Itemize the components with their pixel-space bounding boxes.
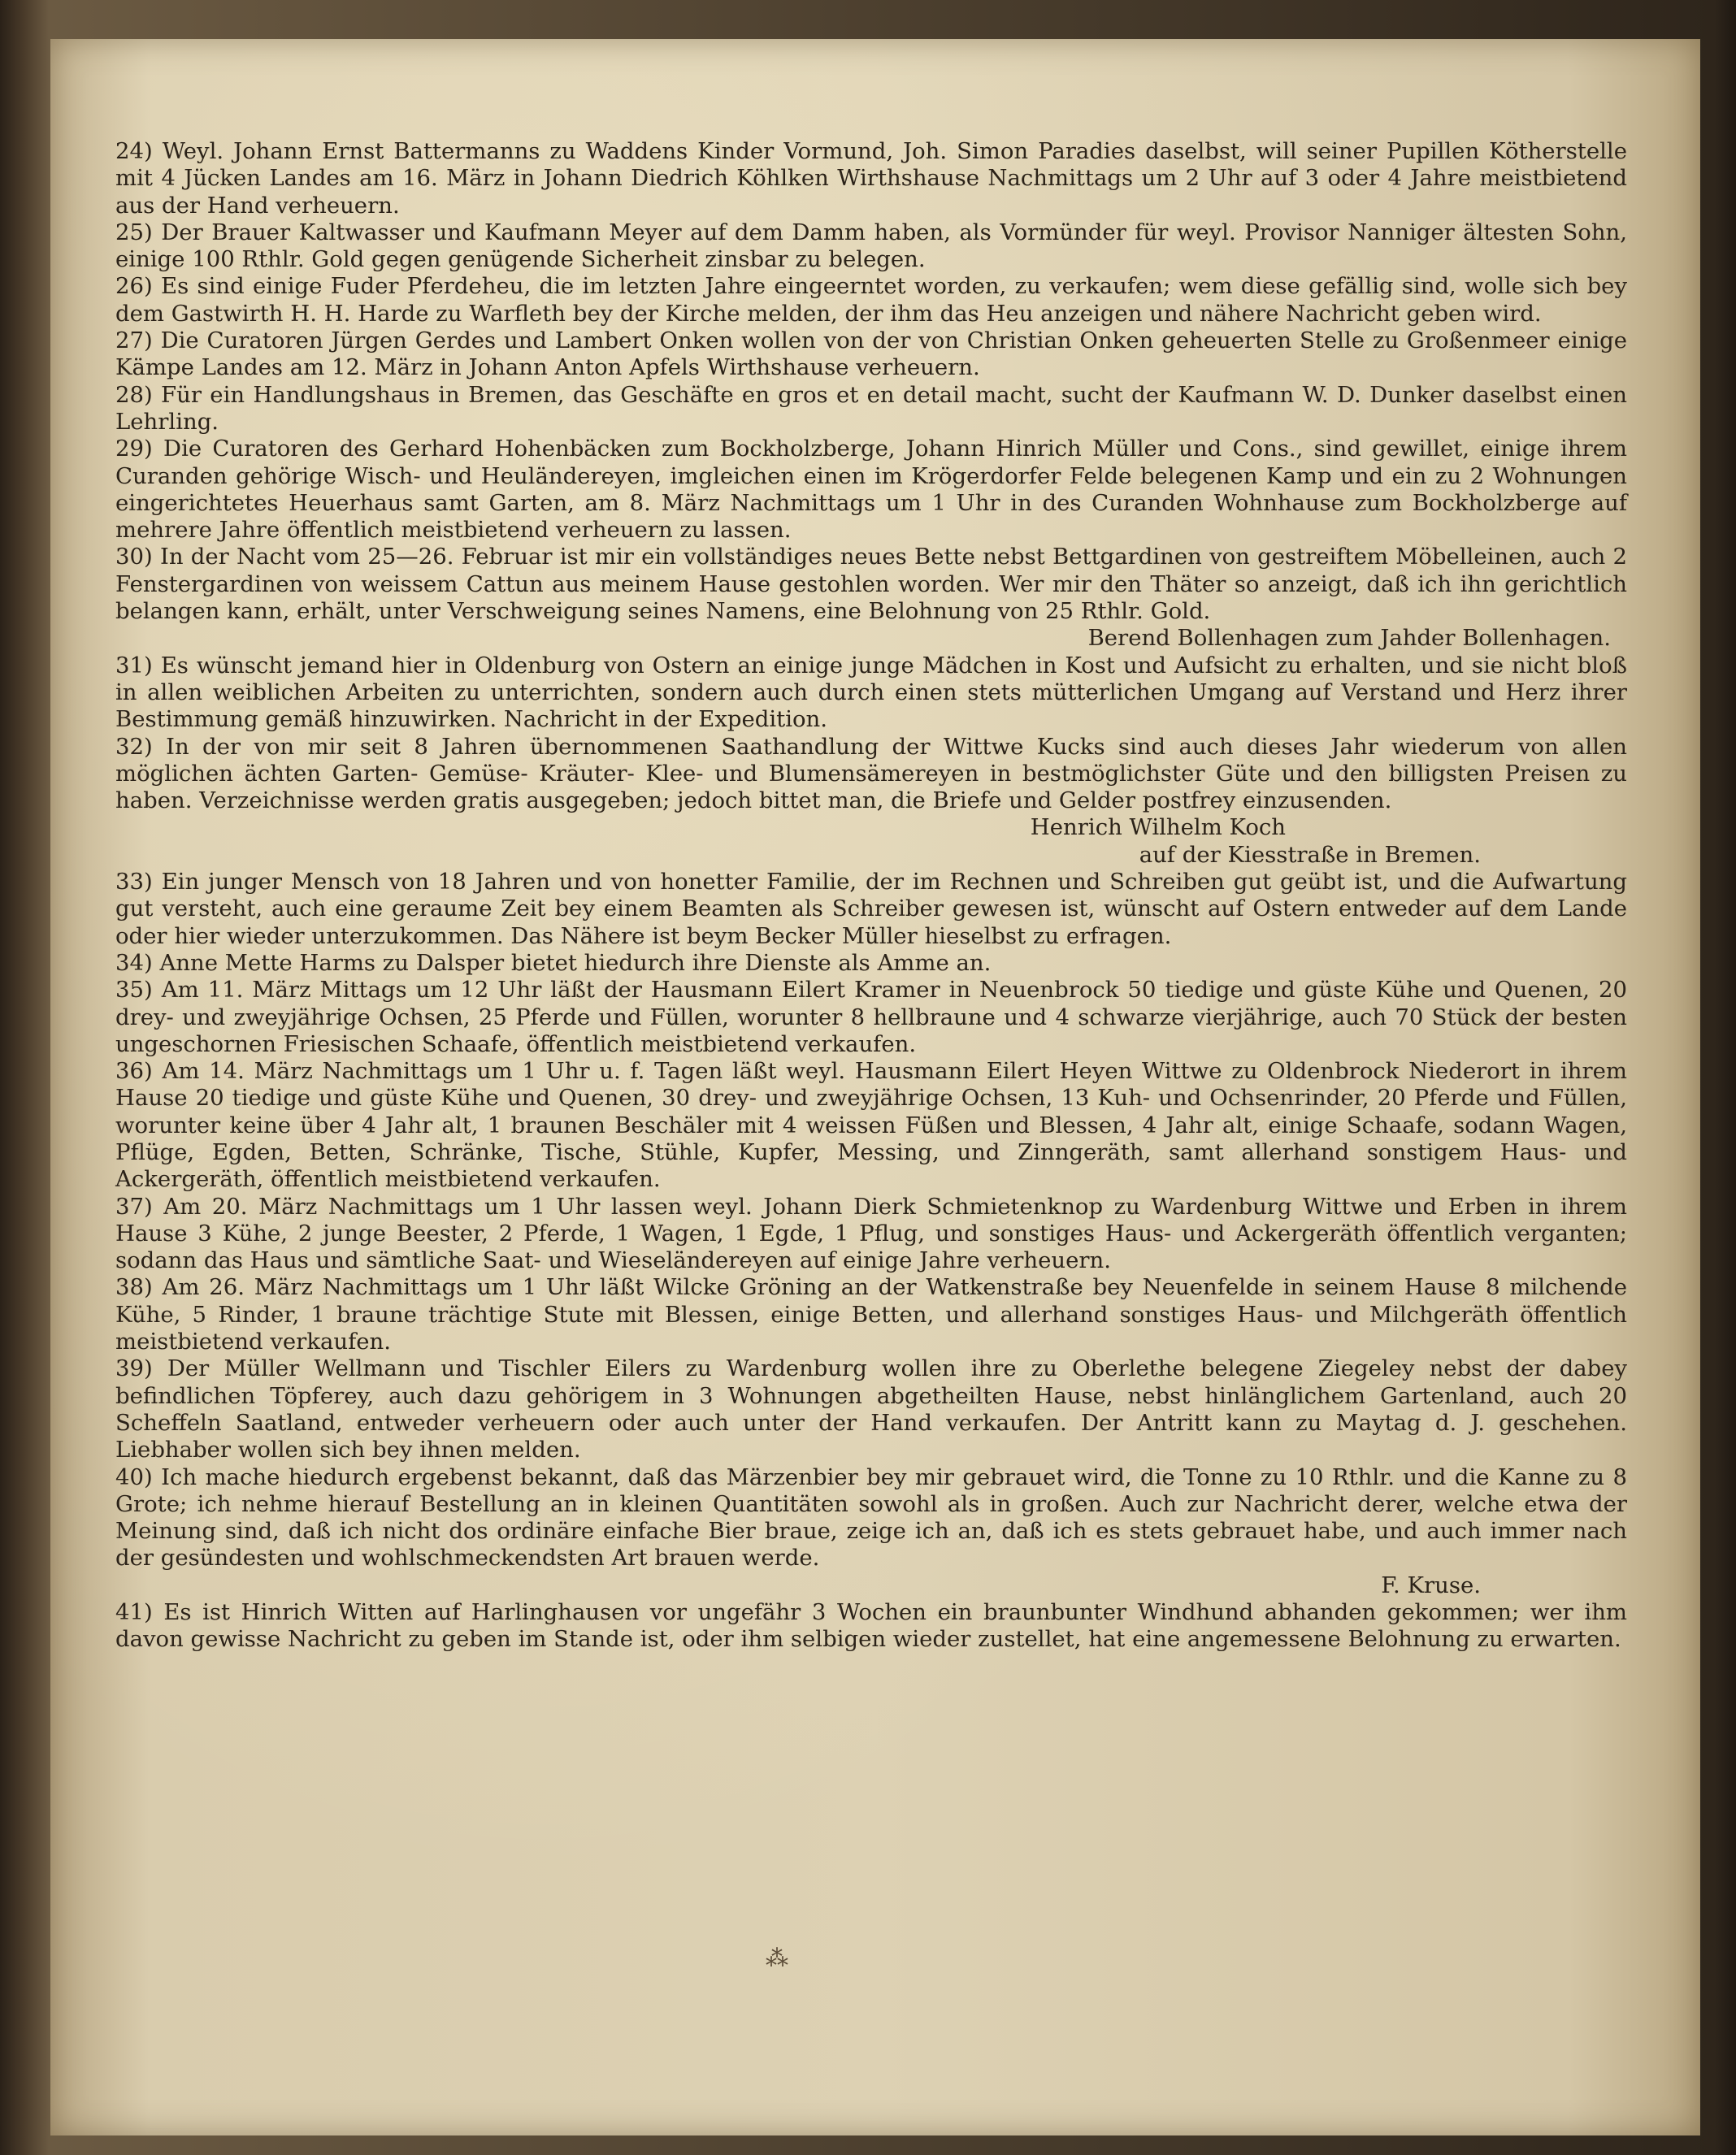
entry-37: [115, 1194, 1627, 1275]
entry-text: Die Curatoren des Gerhard Hohenbäcken zum Bockholzberge, Johann Hinrich Müller und Cons., sind gewillet, einige ihrem Curanden gehörige Wisch- und Heuländereyen, imgleichen einen im Krögerdorfer Felde belegenen Kamp und ein zu 2 Wohnungen eingerichtetes Heuerhaus samt Garten, am 8. März Nachmittags um 1 Uhr in des Curanden Wohnhause zum Bockholzberge auf mehrere Jahre öffentlich meistbietend verheuern zu lassen.: [115, 436, 1628, 544]
entry-41: [115, 1599, 1627, 1654]
entry-number: 40): [115, 1463, 153, 1490]
entry-number: 31): [115, 652, 153, 679]
entry-33: [115, 869, 1627, 950]
entry-text: Für ein Handlungshaus in Bremen, das Geschäfte en gros et en detail macht, sucht der Kaufmann W. D. Dunker daselbst einen Lehrling.: [115, 381, 1627, 435]
signature-text: F. Kruse.: [1381, 1572, 1481, 1598]
signature-address: auf der Kiesstraße in Bremen.: [1139, 841, 1481, 868]
entry-25: [115, 219, 1627, 274]
entry-35: [115, 977, 1627, 1058]
entry-text: Am 20. März Nachmittags um 1 Uhr lassen weyl. Johann Dierk Schmietenknop zu Wardenburg Wittwe und Erben in ihrem Hause 3 Kühe, 2 junge Beester, 2 Pferde, 1 Wagen, 1 Egde, 1 Pflug, und sonstiges Haus- und Ackergeräth öffentlich verganten; sodann das Haus und sämtliche Saat- und Wieseländereyen auf einige Jahre verheuern.: [115, 1193, 1627, 1274]
entry-text: Es wünscht jemand hier in Oldenburg von Ostern an einige junge Mädchen in Kost und Aufsicht zu erhalten, und sie nicht bloß in allen weiblichen Arbeiten zu unterrichten, sondern auch durch einen stets mütterlichen Umgang auf Verstand und Herz ihrer Bestimmung gemäß hinzuwirken. Nachricht in der Expedition.: [115, 652, 1627, 733]
entry-number: 24): [115, 138, 153, 164]
entry-text: In der von mir seit 8 Jahren übernommenen Saathandlung der Wittwe Kucks sind auch dieses Jahr wiederum von allen möglichen ächten Garten- Gemüse- Kräuter- Klee- und Blumensämereyen in bestmöglichster Güte und den billigsten Preisen zu haben. Verzeichnisse werden gratis ausgegeben; jedoch bittet man, die Briefe und Gelder postfrey einzusenden.: [115, 733, 1627, 814]
entry-24: [115, 138, 1627, 219]
entry-text: Am 14. März Nachmittags um 1 Uhr u. f. Tagen läßt weyl. Hausmann Eilert Heyen Wittwe zu Oldenbrock Niederort in ihrem Hause 20 tiedige und güste Kühe und Quenen, 30 drey- und zweyjährige Ochsen, 13 Kuh- und Ochsenrinder, 20 Pferde und Füllen, worunter keine über 4 Jahr alt, 1 braunen Beschäler mit 4 weissen Füßen und Blessen, 4 Jahr alt, einige Schaafe, sodann Wagen, Pflüge, Egden, Betten, Schränke, Tische, Stühle, Kupfer, Messing, und Zinngeräth, samt allerhand sonstigem Haus- und Ackergeräth, öffentlich meistbietend verkaufen.: [115, 1058, 1627, 1193]
entry-28: [115, 382, 1627, 436]
entry-number: 25): [115, 219, 153, 245]
entry-38: [115, 1274, 1627, 1355]
entry-number: 34): [115, 949, 153, 976]
entry-27: [115, 327, 1627, 382]
entry-number: 35): [115, 977, 153, 1004]
entry-number: 33): [115, 869, 153, 895]
entry-text: Ein junger Mensch von 18 Jahren und von honetter Familie, der im Rechnen und Schreiben gut geübt ist, und die Aufwartung gut versteht, auch eine geraume Zeit bey einem Beamten als Schreiber gewesen ist, wünscht auf Ostern entweder auf dem Lande oder hier wieder unterzukommen. Das Nähere ist beym Becker Müller hieselbst zu erfragen.: [115, 869, 1627, 949]
signature-32-address: [115, 842, 1627, 869]
entry-number: 39): [115, 1355, 153, 1382]
entry-text: In der Nacht vom 25—26. Februar ist mir ein vollständiges neues Bette nebst Bettgardinen von gestreiftem Möbelleinen, auch 2 Fenstergardinen von weissem Cattun aus meinem Hause gestohlen worden. Wer mir den Thäter so anzeigt, daß ich ihn gerichtlich belangen kann, erhält, unter Verschweigung seines Namens, eine Belohnung von 25 Rthlr. Gold.: [115, 544, 1627, 625]
entry-text: Es ist Hinrich Witten auf Harlinghausen vor ungefähr 3 Wochen ein braunbunter Windhund abhanden gekommen; wer ihm davon gewisse Nachricht zu geben im Stande ist, oder ihm selbigen wieder zustellet, hat eine angemessene Belohnung zu erwarten.: [115, 1599, 1627, 1653]
ornament-mark: ⁂: [766, 1945, 790, 1971]
entry-text: Anne Mette Harms zu Dalsper bietet hiedurch ihre Dienste als Amme an.: [159, 949, 992, 976]
entry-text: Am 11. März Mittags um 12 Uhr läßt der Hausmann Eilert Kramer in Neuenbrock 50 tiedige und güste Kühe und Quenen, 20 drey- und zweyjährige Ochsen, 25 Pferde und Füllen, worunter 8 hellbraune und 4 schwarze vierjährige, auch 70 Stück der besten ungeschornen Friesischen Schaafe, öffentlich meistbietend verkaufen.: [115, 977, 1627, 1057]
entry-number: 29): [115, 436, 153, 462]
entry-text: Ich mache hiedurch ergebenst bekannt, daß das Märzenbier bey mir gebrauet wird, die Tonne zu 10 Rthlr. und die Kanne zu 8 Grote; ich nehme hierauf Bestellung an in kleinen Quantitäten sowohl als in großen. Auch zur Nachricht derer, welche etwa der Meinung sind, daß ich nicht dos ordinäre einfache Bier braue, zeige ich an, daß ich es stets gebrauet habe, und auch immer nach der gesündesten und wohlschmeckendsten Art brauen werde.: [115, 1463, 1627, 1572]
entry-number: 28): [115, 381, 153, 408]
entry-40: [115, 1464, 1627, 1572]
entry-36: [115, 1058, 1627, 1193]
entry-text: Weyl. Johann Ernst Battermanns zu Waddens Kinder Vormund, Joh. Simon Paradies daselbst, will seiner Pupillen Kötherstelle mit 4 Jücken Landes am 16. März in Johann Diedrich Köhlken Wirthshause Nachmittags um 2 Uhr auf 3 oder 4 Jahre meistbietend aus der Hand verheuern.: [115, 138, 1627, 219]
entry-30: [115, 544, 1627, 625]
entry-number: 26): [115, 273, 153, 300]
entry-number: 41): [115, 1599, 153, 1626]
entry-text: Es sind einige Fuder Pferdeheu, die im letzten Jahre eingeerntet worden, zu verkaufen; wem diese gefällig sind, wolle sich bey dem Gastwirth H. H. Harde zu Warfleth bey der Kirche melden, der ihm das Heu anzeigen und nähere Nachricht geben wird.: [115, 273, 1627, 327]
entry-text: Der Brauer Kaltwasser und Kaufmann Meyer auf dem Damm haben, als Vormünder für weyl. Provisor Nanniger ältesten Sohn, einige 100 Rthlr. Gold gegen genügende Sicherheit zinsbar zu belegen.: [115, 219, 1627, 273]
entry-32: [115, 734, 1627, 815]
entry-34: [115, 950, 1627, 977]
advertisement-column: [115, 138, 1627, 1654]
entry-number: 38): [115, 1274, 153, 1301]
entry-number: 27): [115, 327, 153, 354]
signature-40: [115, 1572, 1627, 1599]
entry-text: Die Curatoren Jürgen Gerdes und Lambert Onken wollen von der von Christian Onken geheuerten Stelle zu Großenmeer einige Kämpe Landes am 12. März in Johann Anton Apfels Wirthshause verheuern.: [115, 327, 1627, 381]
entry-26: [115, 273, 1627, 327]
entry-number: 36): [115, 1058, 153, 1085]
entry-text: Am 26. März Nachmittags um 1 Uhr läßt Wilcke Gröning an der Watkenstraße bey Neuenfelde in seinem Hause 8 milchende Kühe, 5 Rinder, 1 braune trächtige Stute mit Blessen, einige Betten, und allerhand sonstiges Haus- und Milchgeräth öffentlich meistbietend verkaufen.: [115, 1274, 1627, 1355]
entry-39: [115, 1355, 1627, 1463]
entry-number: 32): [115, 733, 153, 760]
paper-sheet: [50, 39, 1700, 2135]
entry-number: 37): [115, 1193, 153, 1220]
signature-30: [115, 625, 1627, 652]
signature-32: [115, 814, 1627, 841]
signature-text: Berend Bollenhagen zum Jahder Bollenhagen.: [1087, 625, 1611, 652]
signature-text: Henrich Wilhelm Koch: [1030, 814, 1286, 841]
entry-number: 30): [115, 544, 153, 570]
entry-text: Der Müller Wellmann und Tischler Eilers zu Wardenburg wollen ihre zu Oberlethe belegene Ziegeley nebst der dabey befindlichen Töpferey, auch dazu gehörigem in 3 Wohnungen abgetheilten Hause, nebst hinlänglichem Gartenland, auch 20 Scheffeln Saatland, entweder verheuern oder auch unter der Hand verkaufen. Der Antritt kann zu Maytag d. J. geschehen. Liebhaber wollen sich bey ihnen melden.: [115, 1355, 1628, 1463]
entry-29: [115, 436, 1627, 544]
entry-31: [115, 653, 1627, 734]
